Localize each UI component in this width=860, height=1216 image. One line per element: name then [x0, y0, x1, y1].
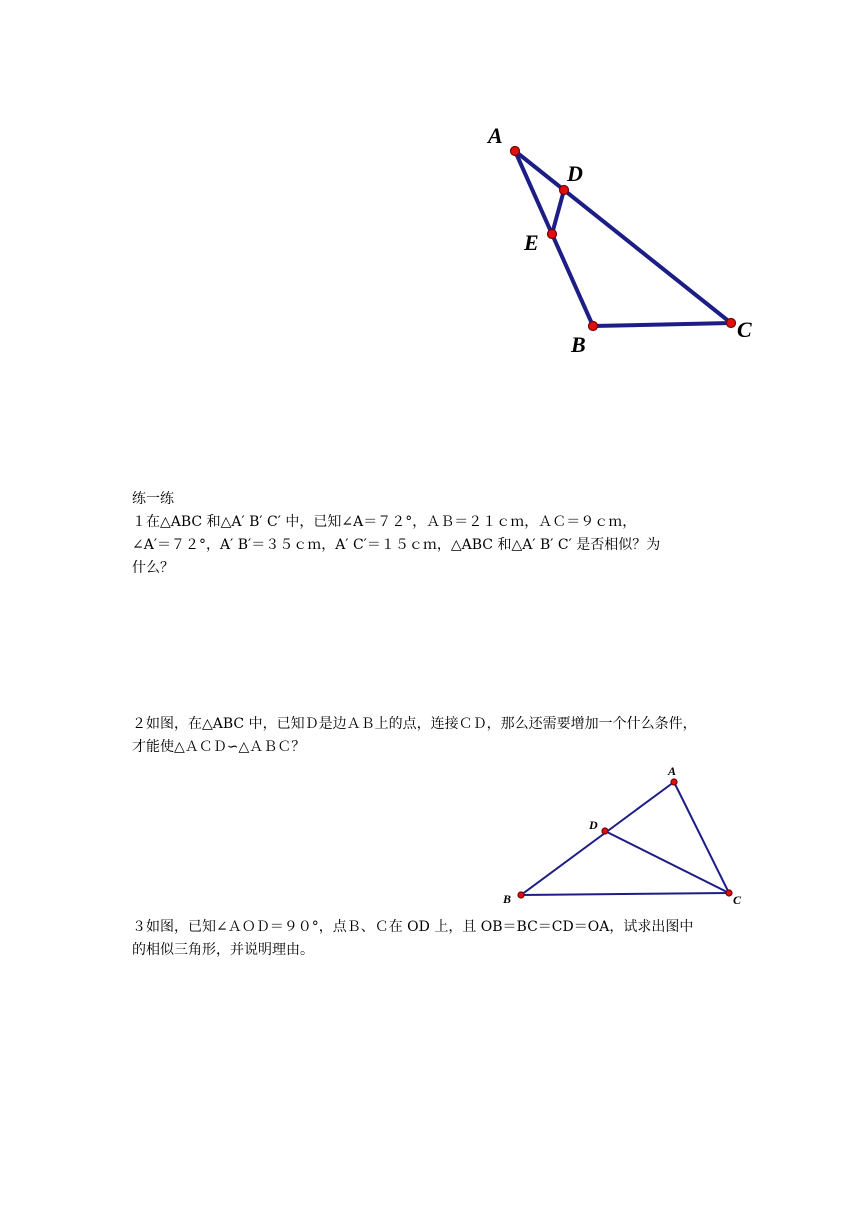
point-b	[518, 892, 524, 898]
figure-triangle-acd-abc	[495, 760, 765, 910]
point-e	[548, 230, 557, 239]
segment-bc	[593, 323, 731, 326]
segment-ab	[521, 782, 674, 895]
segment-bc	[521, 893, 729, 895]
point-c	[727, 319, 736, 328]
label-d: D	[589, 818, 598, 832]
label-b: B	[503, 892, 512, 906]
segment-ac	[674, 782, 729, 893]
label-a: A	[668, 764, 677, 778]
label-b: B	[571, 332, 586, 357]
label-a: A	[488, 123, 503, 148]
problem2-line1: ２如图，在△ABC 中，已知Ｄ是边ＡＢ上的点，连接ＣＤ，那么还需要增加一个什么条件，	[132, 716, 697, 732]
problem2-line2: 才能使△ＡＣＤ∽△ＡＢＣ？	[132, 739, 306, 755]
segment-cd	[605, 831, 729, 893]
label-d: D	[567, 161, 583, 186]
point-a	[511, 147, 520, 156]
point-d	[560, 186, 569, 195]
segment-ac	[515, 151, 731, 323]
problem1-line1: １在△ABC 和△A′ B′ C′ 中，已知∠A＝７２°，ＡＢ＝２１ｃｍ，ＡＣ＝９ｃｍ，	[132, 514, 637, 530]
point-b	[589, 322, 598, 331]
exercise-problem-2	[132, 713, 742, 759]
section-title: 练一练	[132, 491, 174, 507]
figure-triangle-abc-de	[470, 110, 770, 370]
segment-de	[552, 190, 564, 234]
label-e: E	[524, 230, 539, 255]
problem1-line3: 什么？	[132, 560, 174, 576]
exercise-section-1	[132, 488, 742, 580]
point-a	[671, 779, 677, 785]
label-c: C	[733, 893, 742, 907]
exercise-problem-3	[132, 916, 742, 962]
problem3-line2: 的相似三角形，并说明理由。	[132, 942, 314, 958]
problem1-line2: ∠A′＝７２°，A′ B′＝３５ｃｍ，A′ C′＝１５ｃｍ，△ABC 和△A′ B′ C′ 是否相似？为	[132, 537, 661, 553]
label-c: C	[737, 317, 752, 342]
point-d	[602, 828, 608, 834]
point-c	[726, 890, 732, 896]
problem3-line1: ３如图，已知∠ＡＯＤ＝９０°，点Ｂ、Ｃ在 OD 上，且 OB＝BC＝CD＝OA，试求出图中	[132, 919, 694, 935]
